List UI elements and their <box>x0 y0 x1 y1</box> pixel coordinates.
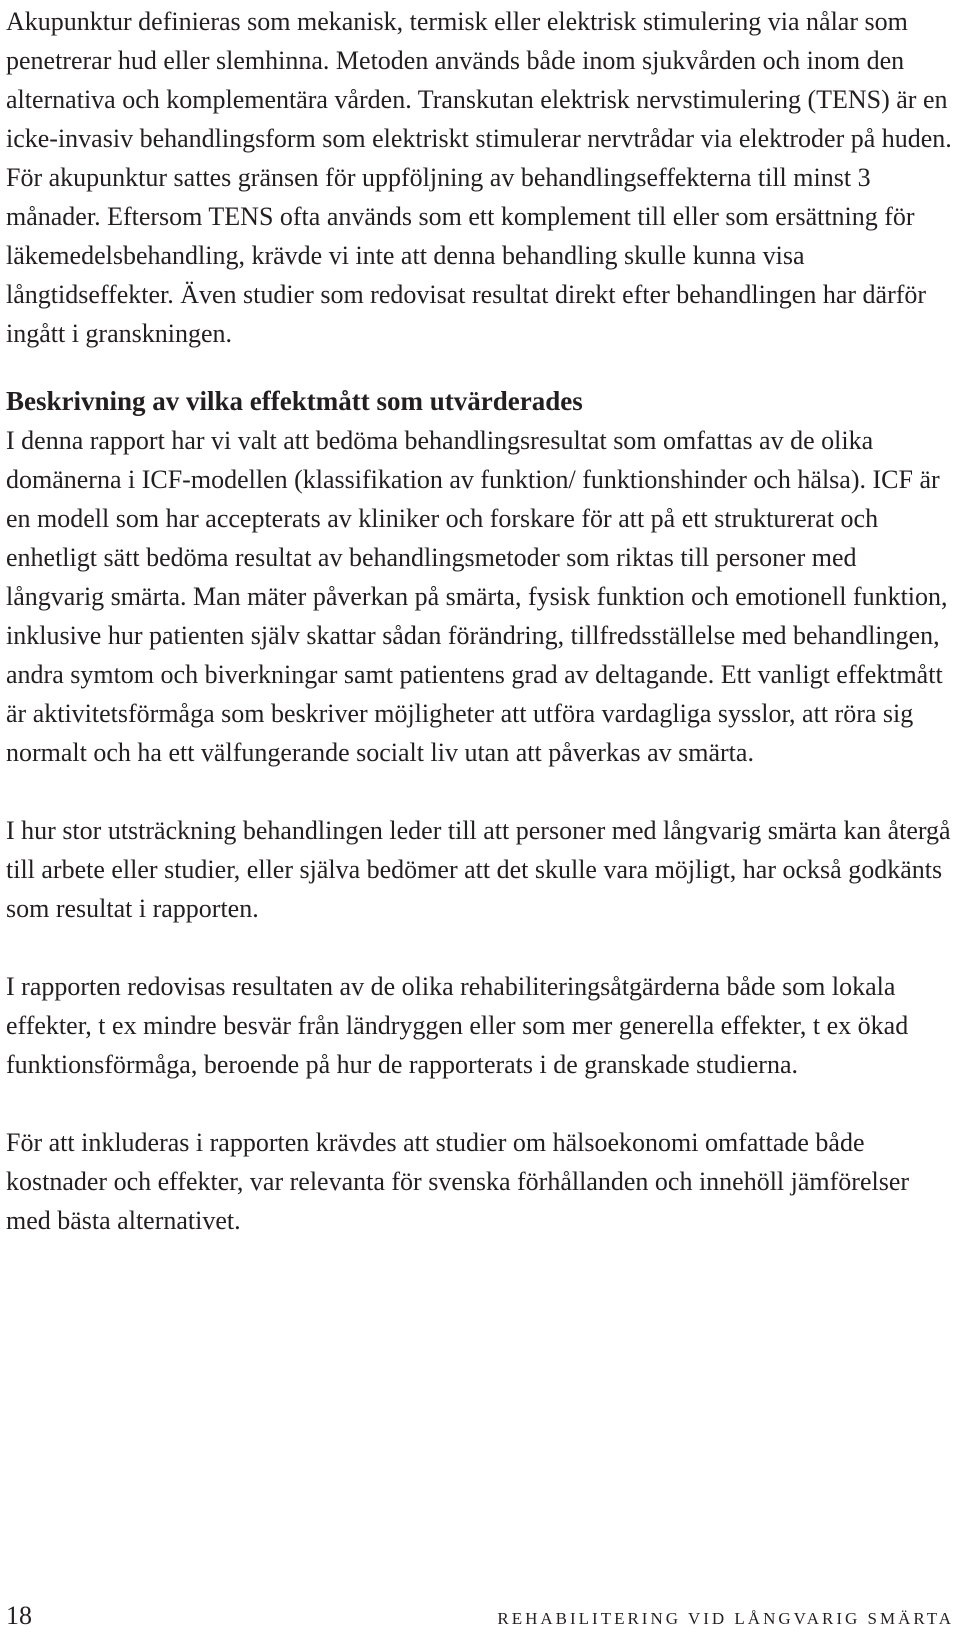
health-economics-paragraph: För att inkluderas i rapporten krävdes att studier om hälsoekonomi omfattade både kostnader och effekter, var relevanta för svenska förhållanden och innehöll jämförelser med bästa alternativet. <box>6 1128 910 1235</box>
document-page <box>6 0 954 1240</box>
section-heading: Beskrivning av vilka effektmått som utvärderades <box>6 386 583 416</box>
intro-paragraph: Akupunktur definieras som mekanisk, termisk eller elektrisk stimulering via nålar som penetrerar hud eller slemhinna. Metoden används både inom sjukvården och inom den alternativa och komplementära vården. Transkutan elektrisk nervstimulering (TENS) är en icke-invasiv behandlingsform som elektriskt stimulerar nervtrådar via elektroder på huden. För akupunktur sattes gränsen för uppföljning av behandlingseffekterna till minst 3 månader. Eftersom TENS ofta används som ett komplement till eller som ersättning för läkemedelsbehandling, krävde vi inte att denna behandling skulle kunna visa långtidseffekter. Även studier som redovisat resultat direkt efter behandlingen har därför ingått i granskningen. <box>6 7 952 348</box>
icf-paragraph: I denna rapport har vi valt att bedöma behandlingsresultat som omfattas av de olika domänerna i ICF-modellen (klassifikation av funktion/ funktionshinder och hälsa). ICF är en modell som har accepterats av kliniker och forskare för att på ett strukturerat och enhetligt sätt bedöma resultat av behandlingsmetoder som riktas till personer med långvarig smärta. Man mäter påverkan på smärta, fysisk funktion och emotionell funktion, inklusive hur patienten själv skattar sådan förändring, tillfredsställelse med behandlingen, andra symtom och biverkningar samt patientens grad av deltagande. Ett vanligt effektmått är aktivitetsförmåga som beskriver möjligheter att utföra vardagliga sysslor, att röra sig normalt och ha ett välfungerande socialt liv utan att påverkas av smärta. <box>6 426 948 767</box>
running-title: REHABILITERING VID LÅNGVARIG SMÄRTA <box>497 1609 954 1628</box>
page-footer <box>6 1600 954 1632</box>
return-to-work-paragraph: I hur stor utsträckning behandlingen leder till att personer med långvarig smärta kan återgå till arbete eller studier, eller själva bedömer att det skulle vara möjligt, har också godkänts som resultat i rapporten. <box>6 816 951 923</box>
page-number: 18 <box>6 1601 32 1630</box>
results-paragraph: I rapporten redovisas resultaten av de olika rehabiliteringsåtgärderna både som lokala effekter, t ex mindre besvär från ländryggen eller som mer generella effekter, t ex ökad funktionsförmåga, beroende på hur de rapporterats i de granskade studierna. <box>6 972 909 1079</box>
